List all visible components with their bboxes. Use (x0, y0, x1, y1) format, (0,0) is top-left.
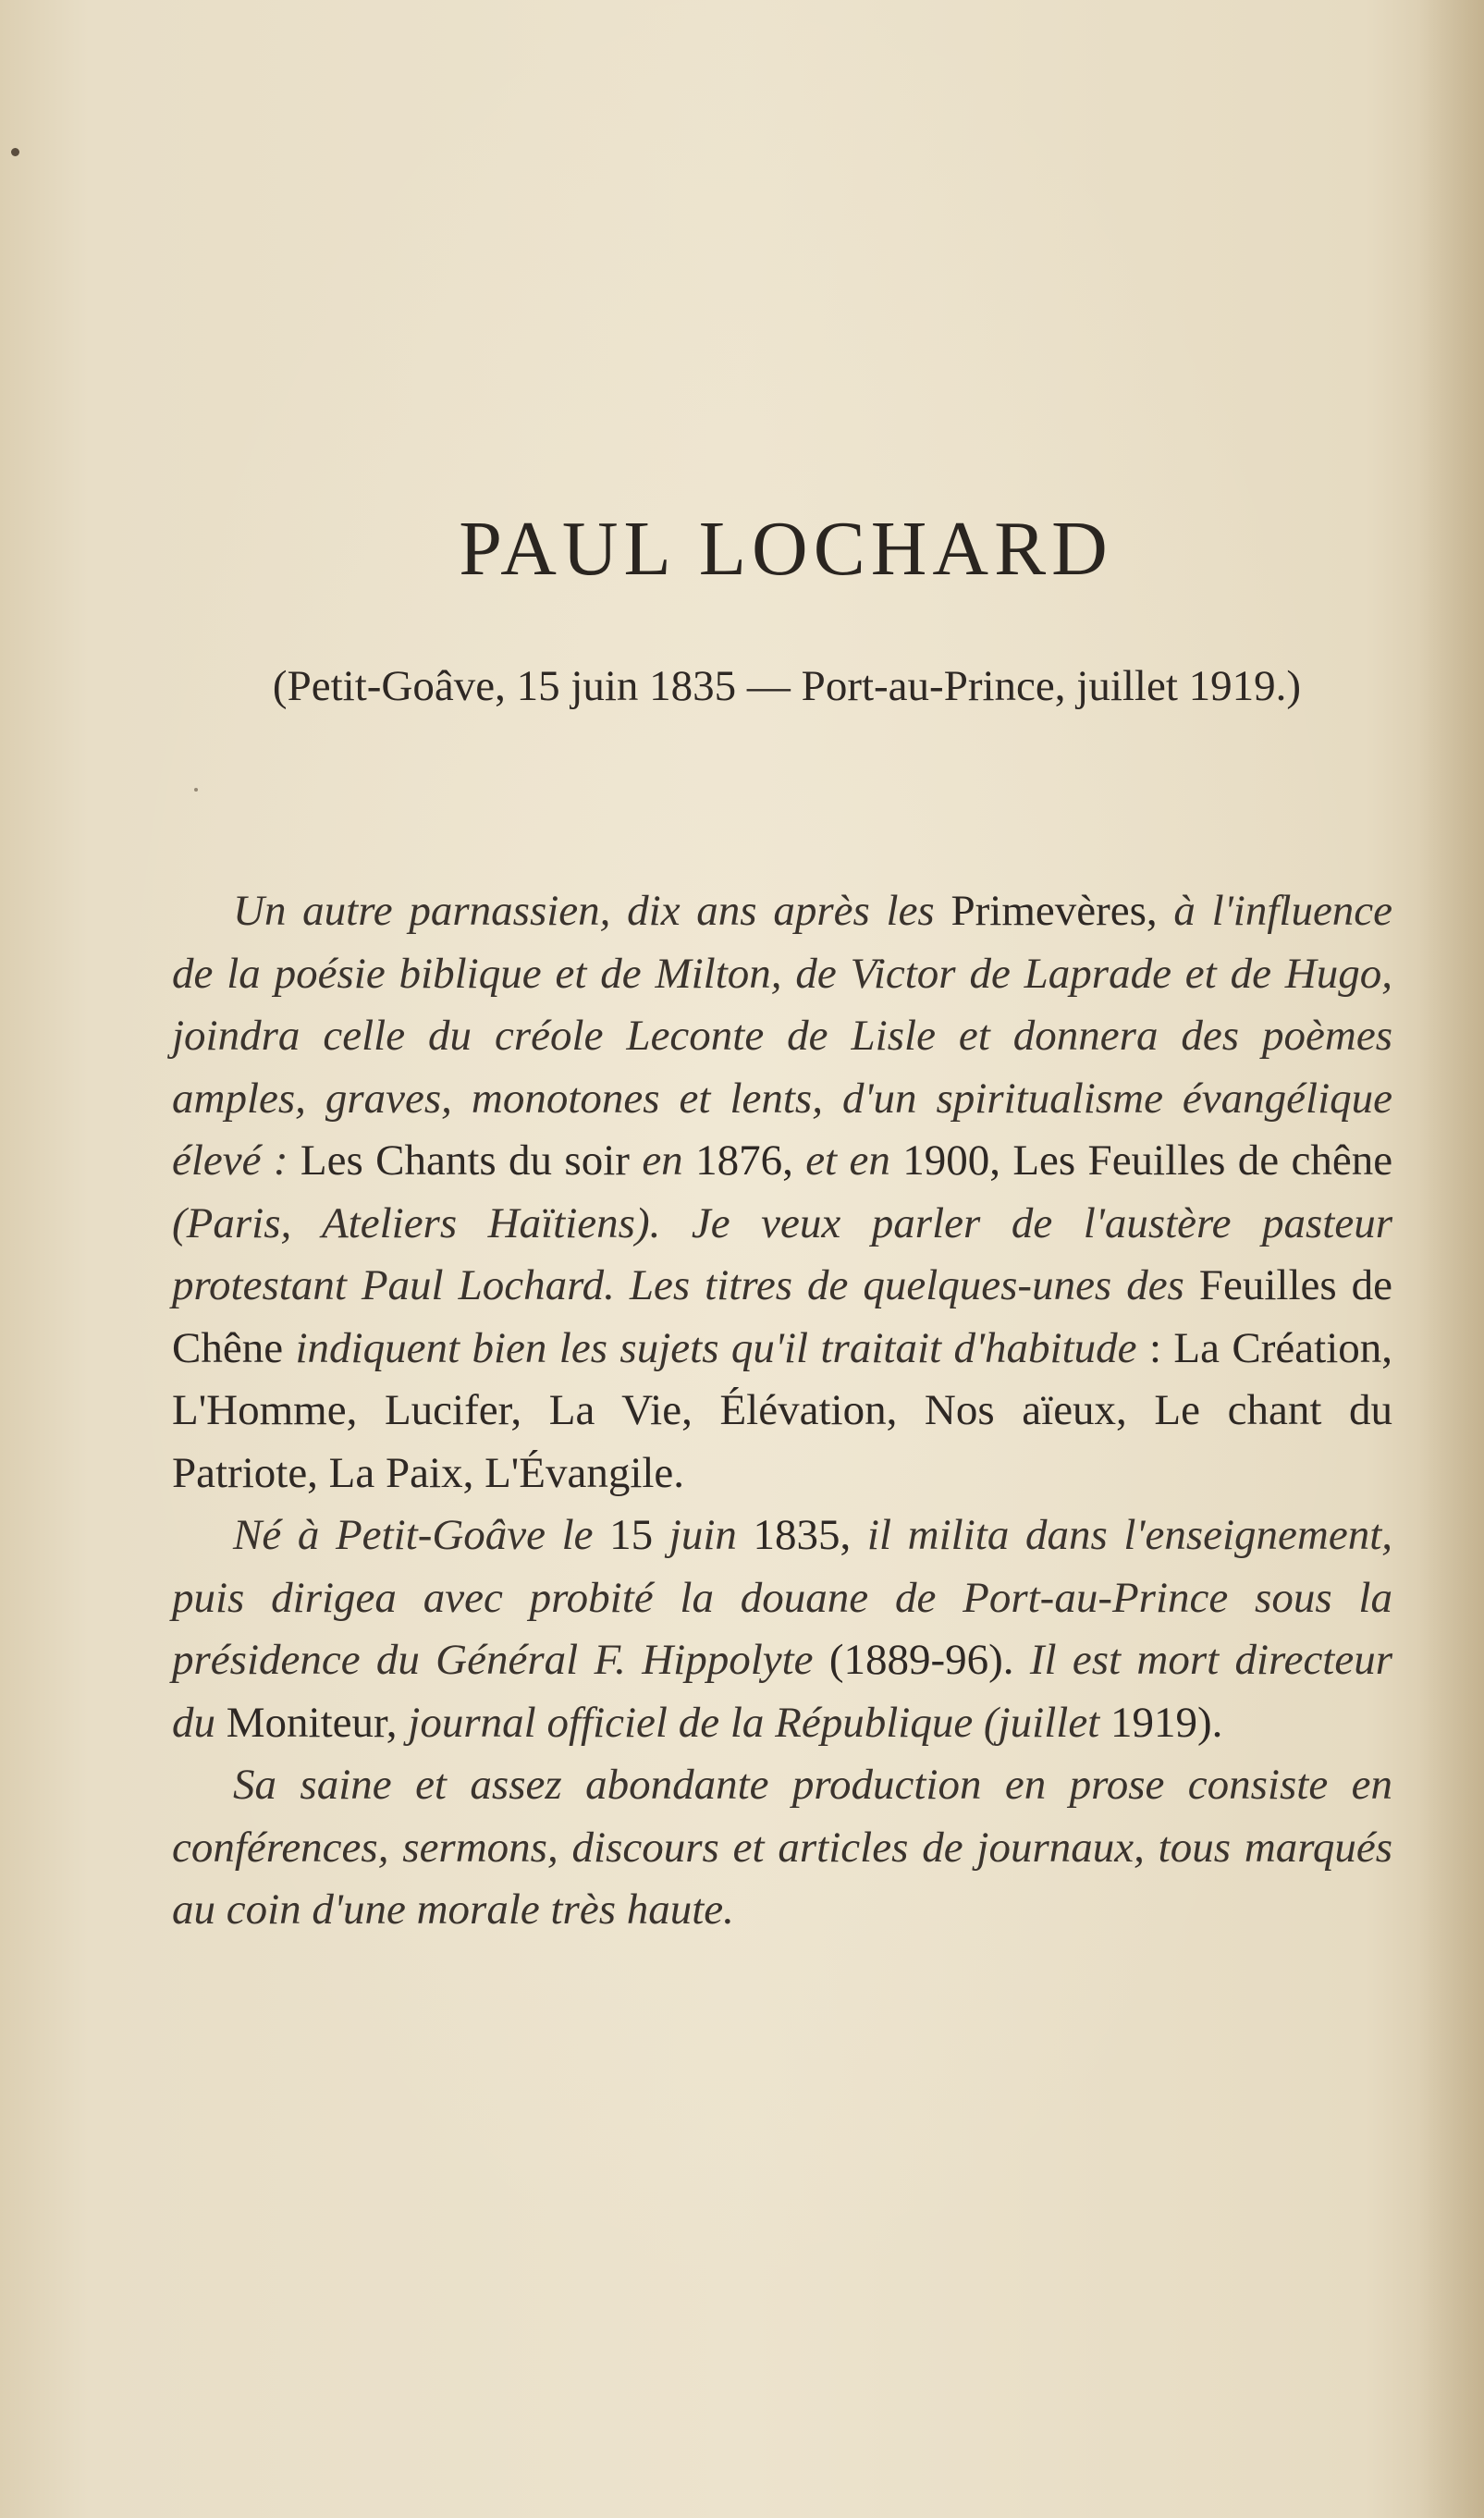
p2-s5: il milita dans l'enseignement, puis dirigea avec probité la douane de Port-au-Prince sous la présidence du Général F. Hippolyte (172, 1511, 1393, 1684)
p1-s10: Feuilles de Chêne (172, 1261, 1393, 1372)
p2-s9: journal officiel de la République (juillet (408, 1698, 1100, 1747)
p1-s4: Les Chants du soir (300, 1136, 630, 1185)
p1-s8: 1900, Les Feuilles de chêne (902, 1136, 1393, 1185)
paragraph-3 (172, 1754, 1392, 1942)
p2-s1: Né à Petit-Goâve le (233, 1511, 594, 1559)
p2-s2: 15 (609, 1511, 654, 1559)
paragraph-2 (172, 1505, 1392, 1754)
p2-s6: (1889-96). (828, 1636, 1014, 1684)
p1-s2: Primevères, (950, 887, 1158, 935)
body-text (172, 880, 1392, 1942)
page-edge-shadow (1419, 0, 1484, 2518)
paper-speck (11, 148, 19, 156)
p1-s12: : La Création, L'Homme, Lucifer, La Vie, Élévation, Nos aïeux, Le chant du Patriote, La Paix, L'Évangile. (172, 1323, 1393, 1497)
p1-s9: (Paris, Ateliers Haïtiens). Je veux parler de l'austère pasteur protestant Paul Lochard. Les titres de quelques-unes des (172, 1198, 1392, 1309)
p1-s1: Un autre parnassien, dix ans après les (233, 887, 935, 935)
p2-s7: Il est mort directeur du (172, 1636, 1393, 1747)
p1-s11: indiquent bien les sujets qu'il traitait d'habitude (295, 1323, 1137, 1372)
paper-speck (194, 788, 198, 792)
p2-s8: Moniteur, (226, 1698, 398, 1747)
p1-s5: en (642, 1136, 683, 1185)
p1-s7: et en (805, 1136, 890, 1185)
life-dates: (Petit-Goâve, 15 juin 1835 — Port-au-Prince, juillet 1919.) (272, 662, 1302, 710)
p3-s1: Sa saine et assez abondante production en prose consiste en conférences, sermons, discours et articles de journaux, tous marqués au coin d'une morale très haute. (172, 1761, 1392, 1934)
paragraph-1 (172, 880, 1392, 1505)
p2-s10: 1919). (1110, 1698, 1223, 1747)
p2-s3: juin (668, 1511, 737, 1559)
p1-s6: 1876, (695, 1136, 793, 1185)
page-title: PAUL LOCHARD (459, 506, 1113, 592)
p1-s3: à l'influence de la poésie biblique et de Milton, de Victor de Laprade et de Hugo, joindra celle du créole Leconte de Lisle et donnera des poèmes amples, graves, monotones et lents, d'un spiritualisme évangélique élevé : (172, 887, 1393, 1185)
p2-s4: 1835, (753, 1511, 852, 1559)
